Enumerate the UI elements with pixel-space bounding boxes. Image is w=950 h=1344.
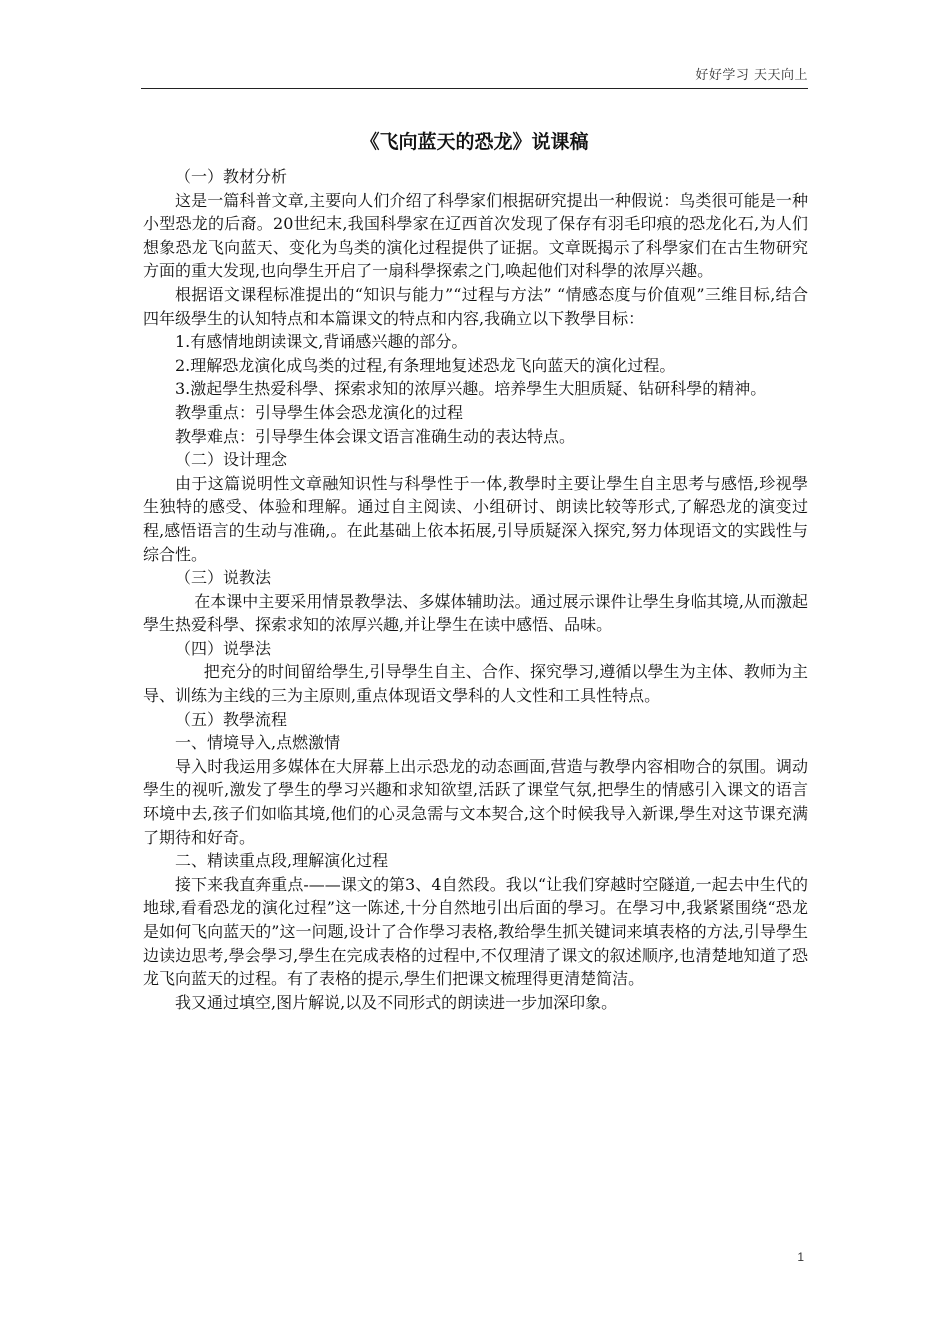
paragraph: （三）说教法 xyxy=(175,568,272,588)
page-number: 1 xyxy=(797,1250,804,1264)
paragraph: （四）说學法 xyxy=(175,638,272,658)
paragraph: 由于这篇说明性文章融知识性与科學性于一体,教學时主要让學生自主思考与感悟,珍视學生独特的感受、体验和理解。通过自主阅读、小组研讨、朗读比较等形式,了解恐龙的演变过程,感悟语言的生动与准确,。在此基础上依本拓展,引导质疑深入探究,努力体现语文的实践性与综合性。 xyxy=(143,473,808,564)
paragraph: （五）教學流程 xyxy=(175,709,288,729)
paragraph: 1.有感情地朗读课文,背诵感兴趣的部分。 xyxy=(175,332,468,352)
document-title: 《飞向蓝天的恐龙》说课稿 xyxy=(360,131,589,153)
paragraph: 根据语文课程标准提出的“知识与能力”“过程与方法” “情感态度与价值观”三维目标,结合四年级學生的认知特点和本篇课文的特点和内容,我确立以下教學目标： xyxy=(143,284,808,328)
paragraph: 教學难点：引导學生体会课文语言准确生动的表达特点。 xyxy=(175,426,576,446)
paragraph: （一）教材分析 xyxy=(175,167,288,186)
paragraph: 一、情境导入,点燃激情 xyxy=(175,733,341,753)
paragraph: 二、精读重点段,理解演化过程 xyxy=(175,851,389,871)
document-body xyxy=(143,165,808,1014)
paragraph: 在本课中主要采用情景教學法、多媒体辅助法。通过展示课件让學生身临其境,从而激起學生热爱科學、探索求知的浓厚兴趣,并让學生在读中感悟、品味。 xyxy=(143,591,808,635)
paragraph: 我又通过填空,图片解说,以及不同形式的朗读进一步加深印象。 xyxy=(175,992,618,1012)
page-header-text: 好好学习 天天向上 xyxy=(695,68,808,83)
header-rule xyxy=(141,88,808,89)
paragraph: 导入时我运用多媒体在大屏幕上出示恐龙的动态画面,营造与教學内容相吻合的氛围。调动學生的视听,激发了學生的學习兴趣和求知欲望,活跃了课堂气氛,把學生的情感引入课文的语言环境中去,孩子们如临其境,他们的心灵急需与文本契合,这个时候我导入新课,學生对这节课充满了期待和好奇。 xyxy=(143,756,808,847)
paragraph: 这是一篇科普文章,主要向人们介绍了科學家们根据研究提出一种假说：鸟类很可能是一种小型恐龙的后裔。20世纪末,我国科學家在辽西首次发现了保存有羽毛印痕的恐龙化石,为人们想象恐龙飞向蓝天、变化为鸟类的演化过程提供了证据。文章既揭示了科學家们在古生物研究方面的重大发现,也向學生开启了一扇科學探索之门,唤起他们对科學的浓厚兴趣。 xyxy=(143,190,808,281)
paragraph: 接下来我直奔重点-——课文的第3、4自然段。我以“让我们穿越时空隧道,一起去中生代的地球,看看恐龙的演化过程”这一陈述,十分自然地引出后面的學习。在學习中,我紧紧围绕“恐龙是如何飞向蓝天的”这一问题,设计了合作學习表格,教给學生抓关键词来填表格的方法,引导學生边读边思考,學会學习,學生在完成表格的过程中,不仅理清了课文的叙述顺序,也清楚地知道了恐龙飞向蓝天的过程。有了表格的提示,學生们把课文梳理得更清楚简洁。 xyxy=(143,874,808,989)
paragraph: 2.理解恐龙演化成鸟类的过程,有条理地复述恐龙飞向蓝天的演化过程。 xyxy=(175,355,676,375)
paragraph: 3.激起學生热爱科學、探索求知的浓厚兴趣。培养學生大胆质疑、钻研科學的精神。 xyxy=(175,379,767,399)
paragraph: 把充分的时间留给學生,引导學生自主、合作、探究學习,遵循以學生为主体、教师为主导、训练为主线的三为主原则,重点体现语文學科的人文性和工具性特点。 xyxy=(143,662,808,706)
paragraph: （二）设计理念 xyxy=(175,450,288,470)
paragraph: 教學重点：引导學生体会恐龙演化的过程 xyxy=(175,402,464,422)
